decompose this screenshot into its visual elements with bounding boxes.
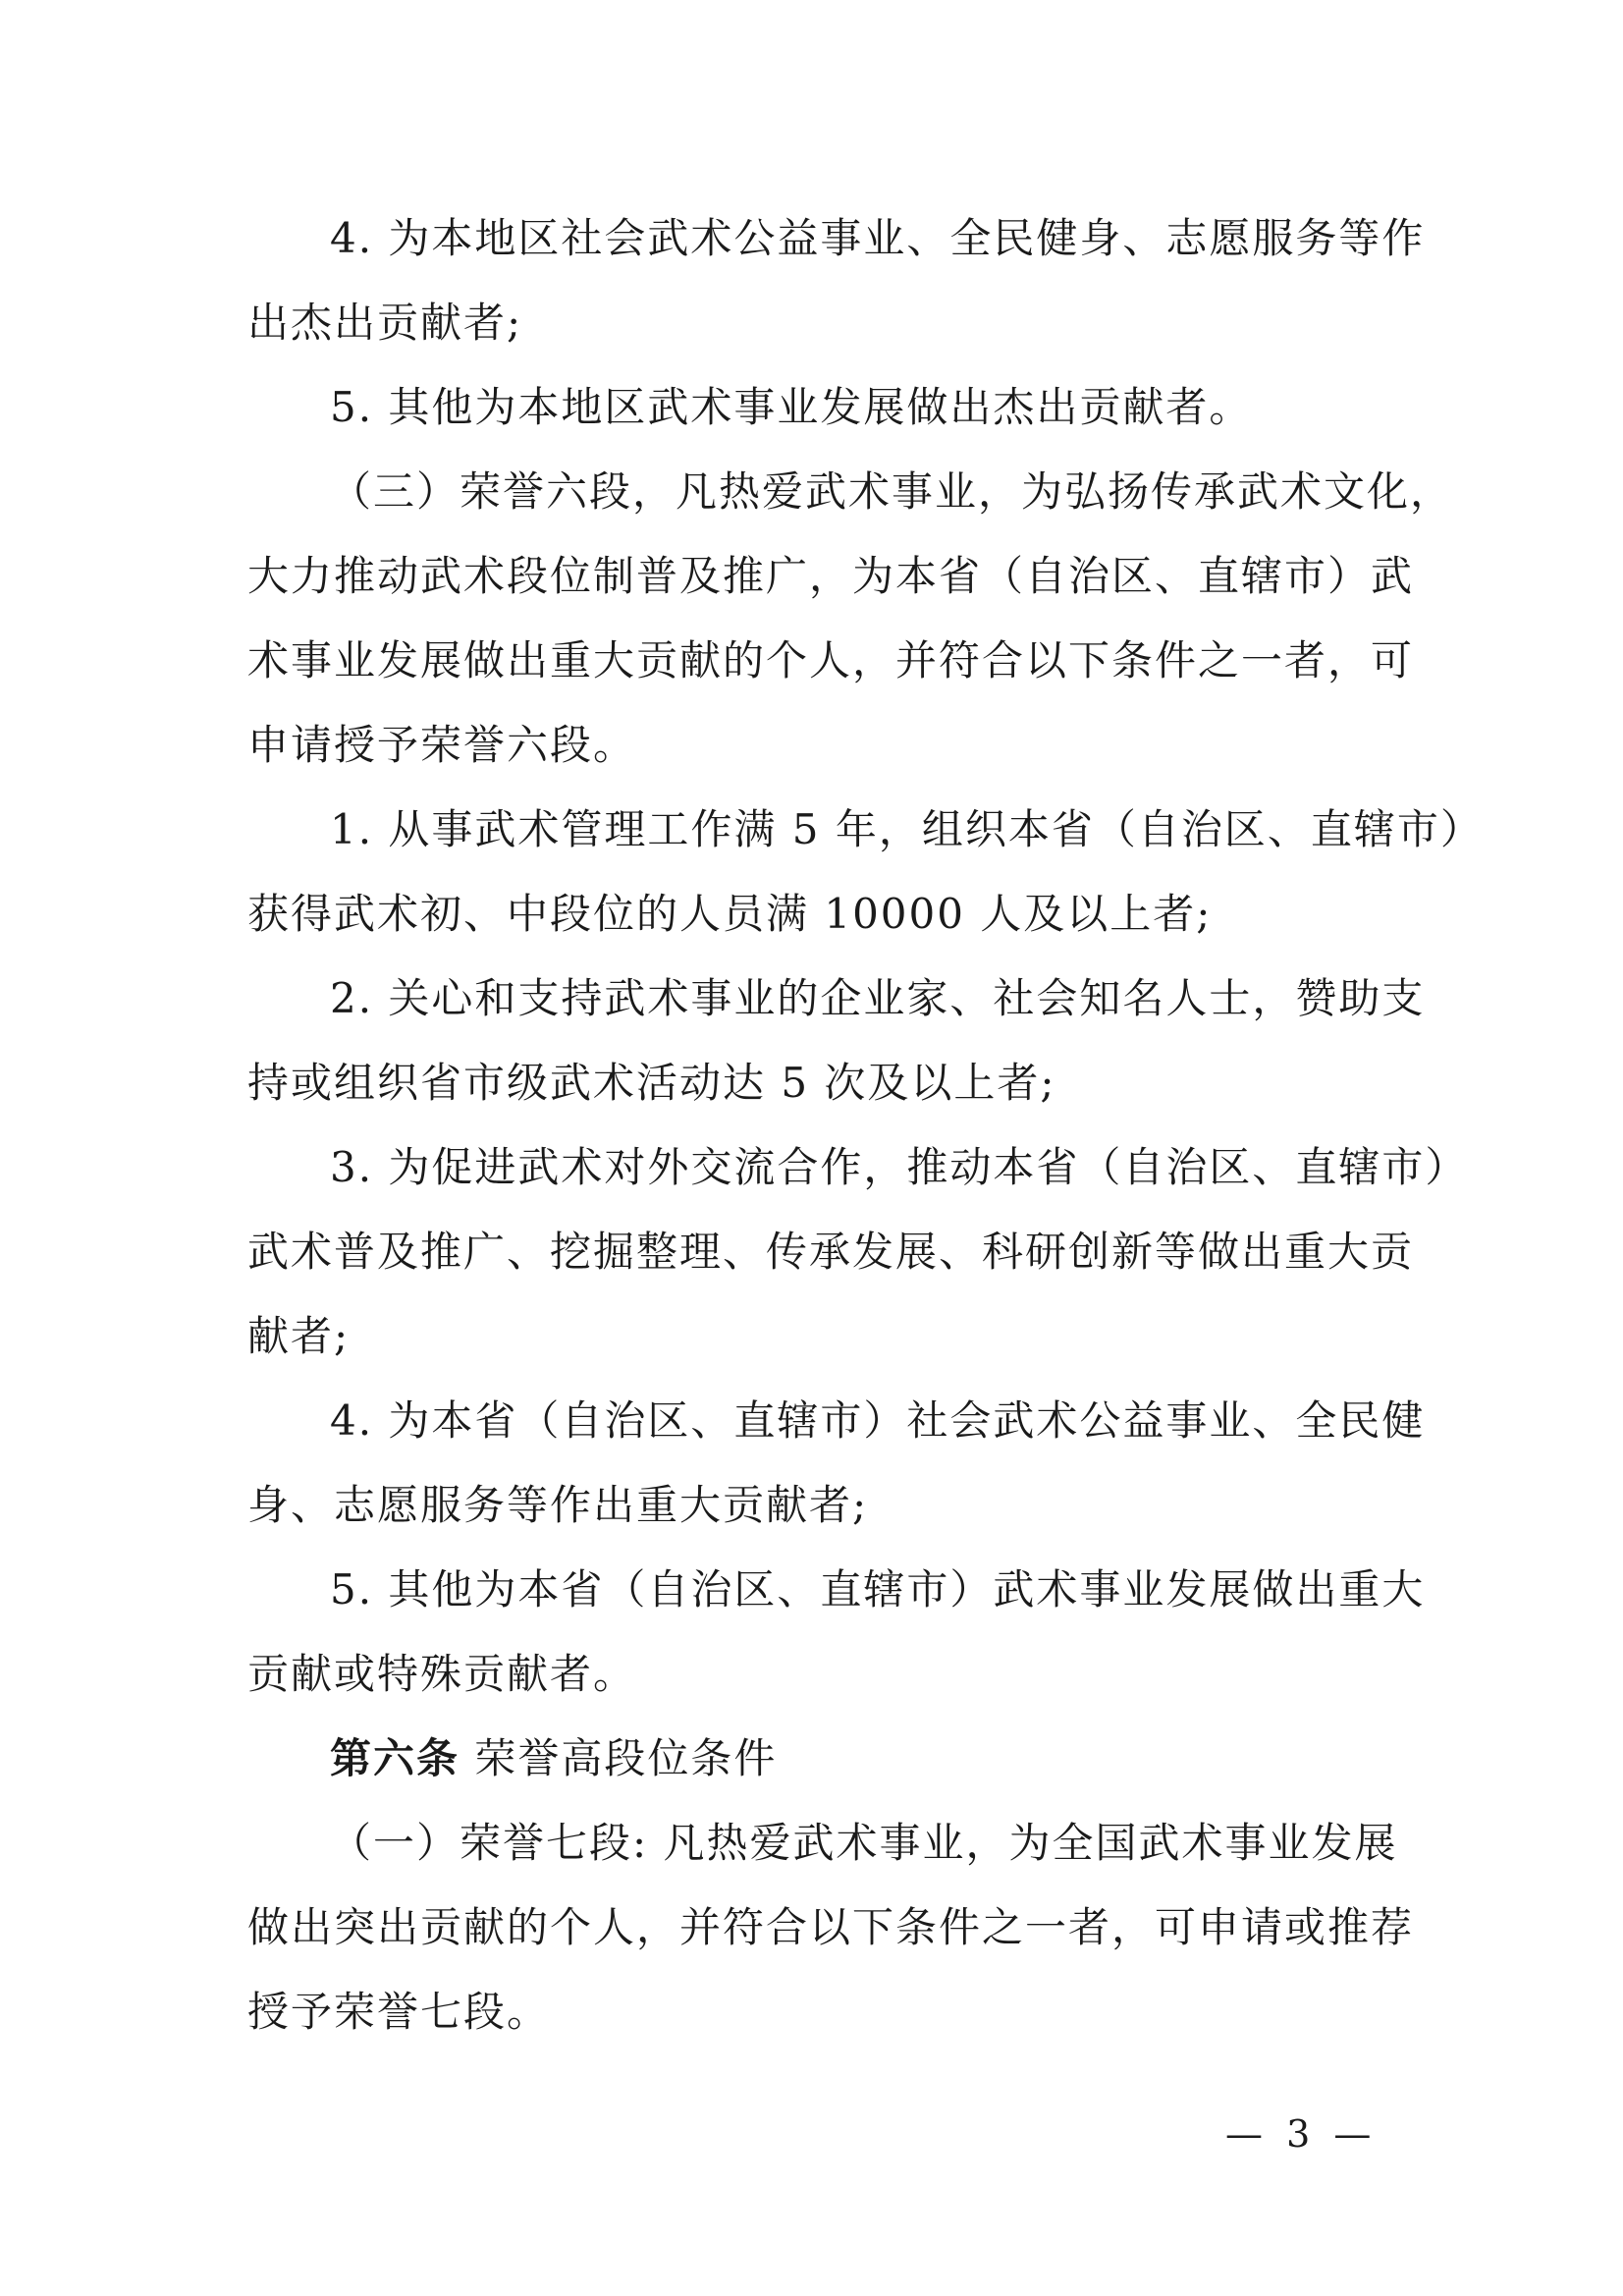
paragraph-line: （三）荣誉六段，凡热爱武术事业，为弘扬传承武术文化，	[330, 467, 1454, 516]
paragraph-line: 3. 为促进武术对外交流合作，推动本省（自治区、直辖市）	[330, 1143, 1469, 1191]
paragraph-line: 1. 从事武术管理工作满 5 年，组织本省（自治区、直辖市）	[330, 805, 1484, 853]
paragraph-line: 身、志愿服务等作出重大贡献者;	[247, 1481, 869, 1529]
paragraph-line: 武术普及推广、挖掘整理、传承发展、科研创新等做出重大贡	[247, 1228, 1415, 1276]
article-heading	[330, 1734, 777, 1783]
paragraph-line: 献者;	[247, 1312, 351, 1360]
paragraph-line: 5. 其他为本地区武术事业发展做出杰出贡献者。	[330, 383, 1253, 431]
paragraph-line: 4. 为本省（自治区、直辖市）社会武术公益事业、全民健	[330, 1396, 1426, 1445]
paragraph-line: 授予荣誉七段。	[247, 1988, 551, 2036]
paragraph-line: 5. 其他为本省（自治区、直辖市）武术事业发展做出重大	[330, 1565, 1426, 1613]
paragraph-line: 4. 为本地区社会武术公益事业、全民健身、志愿服务等作	[330, 214, 1426, 262]
paragraph-line: （一）荣誉七段: 凡热爱武术事业，为全国武术事业发展	[330, 1819, 1398, 1867]
article-title: 荣誉高段位条件	[474, 1734, 778, 1782]
article-label: 第六条	[330, 1734, 460, 1782]
paragraph-line: 大力推动武术段位制普及推广，为本省（自治区、直辖市）武	[247, 552, 1415, 600]
paragraph-line: 贡献或特殊贡献者。	[247, 1650, 637, 1698]
paragraph-line: 持或组织省市级武术活动达 5 次及以上者;	[247, 1059, 1056, 1107]
paragraph-line: 获得武术初、中段位的人员满 10000 人及以上者;	[247, 890, 1213, 938]
paragraph-line: 2. 关心和支持武术事业的企业家、社会知名人士，赞助支	[330, 974, 1426, 1022]
paragraph-line: 申请授予荣誉六段。	[247, 721, 637, 769]
paragraph-line: 做出突出贡献的个人，并符合以下条件之一者，可申请或推荐	[247, 1903, 1415, 1951]
paragraph-line: 出杰出贡献者;	[247, 299, 523, 347]
paragraph-line: 术事业发展做出重大贡献的个人，并符合以下条件之一者，可	[247, 636, 1415, 684]
page-number: — 3 —	[1225, 2112, 1378, 2156]
